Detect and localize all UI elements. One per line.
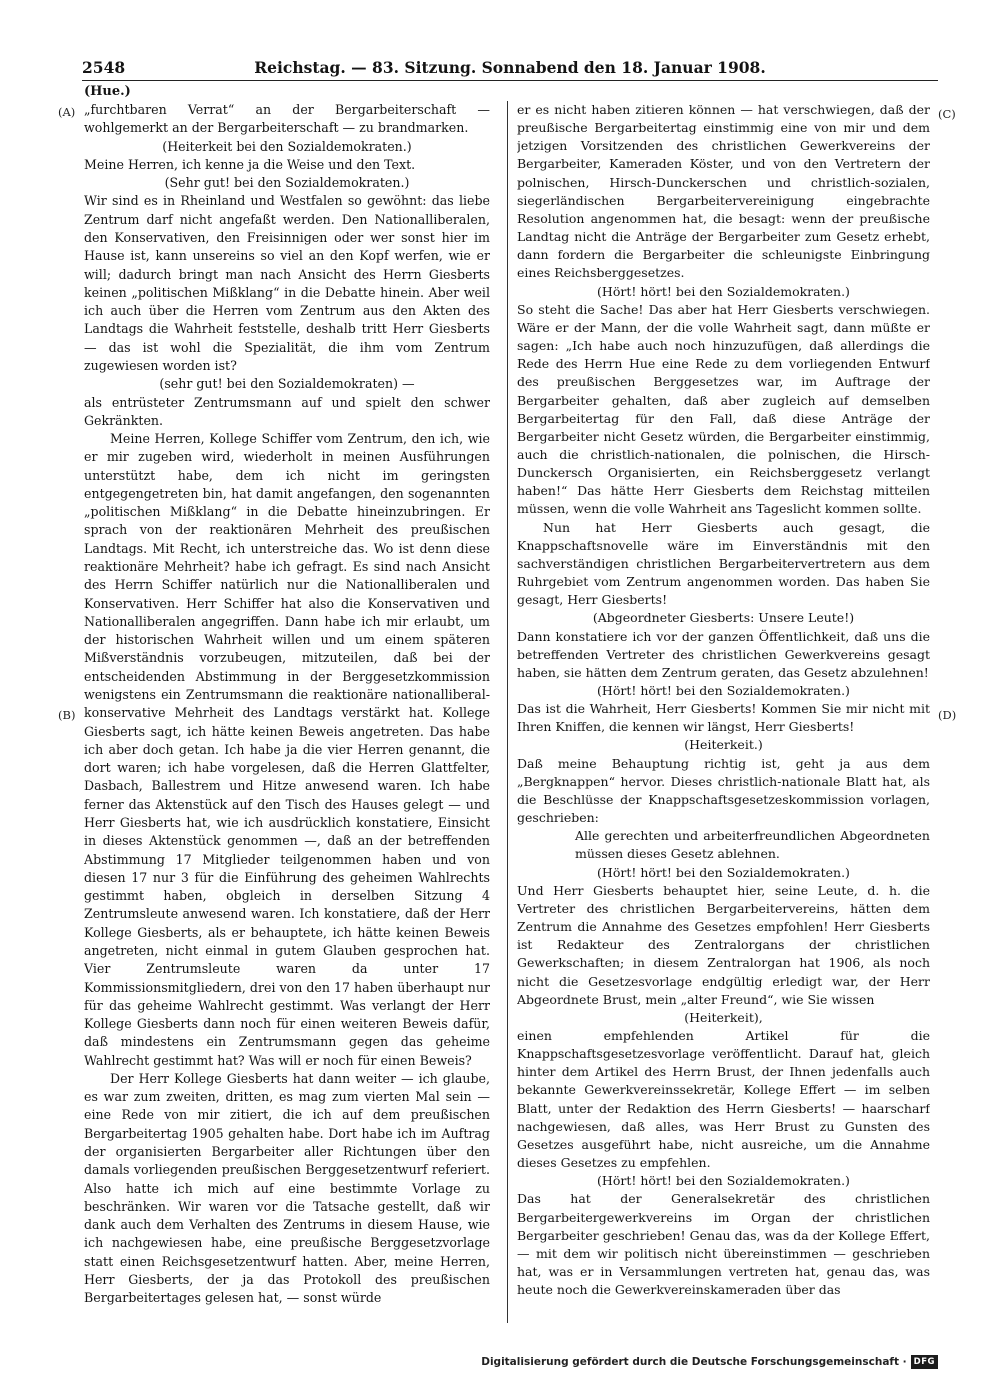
dfg-logo: DFG (911, 1355, 938, 1369)
digitization-credit (481, 1355, 938, 1369)
paragraph: So steht die Sache! Das aber hat Herr Giesberts verschwiegen. Wäre er der Mann, der die volle Wahrheit sagt, dann müßte er sagen: „Ich habe auch noch hinzuzufügen, daß allerdings die Rede des Herrn Hue eine Rede zu dem vorliegenden Entwurf des preußischen Berggesetzes war, im Auftrage der Bergarbeiter gehalten, daß aber zugleich auf demselben Bergarbeitertag für den Fall, daß diese Anträge der Bergarbeiter nicht Gesetz würden, die Bergarbeiter einstimmig, auch die christlich-nationalen, die polnischen, die Hirsch-Dunckersch Organisierten, ein Reichsberggesetz verlangt haben!“ Das hätte Herr Giesberts dem Reichstag mitteilen müssen, wenn die volle Wahrheit ans Tageslicht kommen sollte. (517, 301, 930, 517)
paragraph: „furchtbaren Verrat“ an der Bergarbeiterschaft — wohlgemerkt an der Bergarbeiterschaft — zu brandmarken. (84, 102, 490, 136)
paragraph: Meine Herren, ich kenne ja die Weise und den Text. (84, 156, 416, 172)
paragraph: Nun hat Herr Giesberts auch gesagt, die Knappschaftsnovelle wäre im Einverständnis mit den sachverständigen christlichen Bergarbeitervertretern aus dem Ruhrgebiet vom Zentrum angenommen worden. Das haben Sie gesagt, Herr Giesberts! (517, 519, 930, 608)
header-rule (82, 80, 938, 81)
interjection: (sehr gut! bei den Sozialdemokraten) — (159, 376, 415, 392)
credit-text: Digitalisierung gefördert durch die Deutsche Forschungsgemeinschaft · (481, 1356, 907, 1368)
paragraph: Das hat der Generalsekretär des christlichen Bergarbeitergewerkvereins im Organ der christlichen Bergarbeiter geschrieben! Genau das, was da der Kollege Effert, — mit dem wir politisch nicht übereinstimmen — geschrieben hat, was er in Versammlungen vertreten hat, genau das, was heute noch die Gewerkvereinskameraden über das (517, 1191, 930, 1298)
paragraph: Und Herr Giesberts behauptet hier, seine Leute, d. h. die Vertreter des christlichen Bergarbeitervereins, hätten dem Zentrum die Annahme des Gesetzes empfohlen! Herr Giesberts ist Redakteur des Zentralorgans der christlichen Gewerkschaften; in diesem Zentralorgan hat 1906, als noch nicht die Gesetzesvorlage endgültig erledigt war, der Herr Abgeordnete Brust, mein „alter Freund“, wie Sie wissen (517, 882, 930, 1007)
paragraph: Daß meine Behauptung richtig ist, geht ja aus dem „Bergknappen“ hervor. Dieses christlich-nationale Blatt hat, als die Beschlüsse der Knappschaftsgesetzeskommission vorlagen, geschrieben: (517, 755, 930, 826)
interjection: (Sehr gut! bei den Sozialdemokraten.) (164, 175, 410, 191)
page-number: 2548 (82, 58, 126, 77)
margin-marker-d: (D) (938, 708, 957, 722)
paragraph: als entrüsteter Zentrumsmann auf und spielt den schwer Gekränkten. (84, 394, 490, 428)
paragraph: Meine Herren, Kollege Schiffer vom Zentrum, den ich, wie er mir zugeben wird, wiederholt in meinen Ausführungen unterstützt habe, dem ich nicht im geringsten entgegengetreten bin, hat damit angefangen, den sogenannten „politischen Mißklang“ in die Debatte hineinzubringen. Er sprach von der reaktionären Mehrheit des preußischen Landtags. Mit Recht, ich unterstreiche das. Wo ist denn diese reaktionäre Mehrheit? habe ich gefragt. Es sind nach Ansicht des Herrn Schiffer natürlich nur die Nationalliberalen und Konservativen. Herr Schiffer hat also die Konservativen und Nationalliberalen angegriffen. Dann habe ich mir erlaubt, um der historischen Wahrheit willen und um einem späteren Mißverständnis vorzubeugen, mitzuteilen, daß bei der entscheidenden Abstimmung in der Berggesetzkommission wenigstens ein Zentrumsmann die reaktionäre nationalliberal-konservative Mehrheit des Landtags verstärkt hat. Kollege Giesberts sagt, ich hätte keinen Beweis angetreten. Das habe ich aber doch getan. Ich habe ja die vier Herren genannt, die dort waren; ich habe vorgelesen, daß die Herren Glattfelter, Dasbach, Ballestrem und Hitze anwesend waren. Ich habe ferner das Aktenstück auf den Tisch des Hauses gelegt — und Herr Giesberts hat, wie ich ausdrücklich konstatiere, Einsicht in dieses Aktenstück genommen —, daß an der betreffenden Abstimmung 17 Mitglieder teilgenommen haben und von diesen 17 nur 3 für die Einführung des geheimen Wahlrechts gestimmt haben, obgleich in derselben Sitzung 4 Zentrumsleute anwesend waren. Ich konstatiere, daß der Herr Kollege Giesberts, als er behauptete, ich hätte keinen Beweis angetreten, nicht einmal in gutem Glauben gesprochen hat. Vier Zentrumsleute waren da unter 17 Kommissionsmitgliedern, drei von den 17 haben überhaupt nur für das geheime Wahlrecht gestimmt. Was verlangt der Herr Kollege Giesberts dann noch für einen weiteren Beweis dafür, daß mindestens ein Zentrumsmann gegen das geheime Wahlrecht gestimmt hat? Was will er noch für einen Beweis? (84, 431, 490, 1068)
page-header (82, 56, 938, 80)
paragraph: Dann konstatiere ich vor der ganzen Öffentlichkeit, daß uns die betreffenden Vertreter des christlichen Gewerkvereins gesagt haben, sie hätten dem Zentrum geraten, das Gesetz abzulehnen! (517, 628, 930, 680)
interjection: (Hört! hört! bei den Sozialdemokraten.) (597, 864, 850, 880)
margin-marker-c: (C) (938, 107, 956, 121)
interjection: (Hört! hört! bei den Sozialdemokraten.) (597, 283, 850, 299)
column-divider (507, 101, 508, 1323)
quotation: Alle gerechten und arbeiterfreundlichen Abgeordneten müssen dieses Gesetz ablehnen. (575, 828, 930, 862)
margin-marker-a: (A) (58, 105, 76, 119)
margin-marker-b: (B) (58, 708, 76, 722)
paragraph: Wir sind es in Rheinland und Westfalen so gewöhnt: das liebe Zentrum darf nicht angefaßt werden. Den Nationalliberalen, den Konservativen, den Freisinnigen oder wer sonst hier im Hause ist, kann unsereins so viel an den Kopf werfen, wie er will; dadurch bringt man nach Ansicht des Herrn Giesberts keinen „politischen Mißklang“ in die Debatte hinein. Aber weil ich auch über die Herren vom Zentrum aus den Akten des Landtags die Wahrheit feststelle, deshalb tritt Herr Giesberts — das ist wohl die Spezialität, die ihm vom Zentrum zugewiesen worden ist? (84, 193, 490, 373)
paragraph: er es nicht haben zitieren können — hat verschwiegen, daß der preußische Bergarbeitertag einstimmig eine von mir und dem jetzigen Vorsitzenden des christlichen Gewerkvereins der Bergarbeiter, Kameraden Köster, und von den Vertretern der polnischen, Hirsch-Dunckerschen und christlich-sozialen, siegerländischen Bergarbeitervereinigung eingebrachte Resolution angenommen hat, die besagt: wenn der preußische Landtag nicht die Anträge der Bergarbeiter zum Gesetz erhebt, dann fordern die Bergarbeiter die schleunigste Einbringung eines Reichsberggesetzes. (517, 102, 930, 281)
paragraph: einen empfehlenden Artikel für die Knappschaftsgesetzesvorlage veröffentlicht. Darauf hat, gleich hinter dem Artikel des Herrn Brust, der Ihnen jedenfalls auch bekannte Gewerkvereinssekretär, Kollege Effert — im selben Blatt, unter der Redaktion des Herrn Giesberts! — haarscharf nachgewiesen, daß alles, was Herr Brust zu Gunsten des Gesetzes ausgeführt habe, nicht ausreiche, um die Annahme dieses Gesetzes zu empfehlen. (517, 1027, 930, 1171)
interjection: (Abgeordneter Giesberts: Unsere Leute!) (592, 610, 855, 626)
interjection: (Heiterkeit bei den Sozialdemokraten.) (162, 138, 412, 154)
speaker-label: (Hue.) (84, 84, 131, 99)
running-title: Reichstag. — 83. Sitzung. Sonnabend den 18. Januar 1908. (254, 58, 766, 77)
left-column (84, 101, 490, 1323)
interjection: (Heiterkeit.) (684, 737, 763, 753)
paragraph: Das ist die Wahrheit, Herr Giesberts! Kommen Sie mir nicht mit Ihren Kniffen, die kennen wir längst, Herr Giesberts! (517, 701, 930, 735)
paragraph: Der Herr Kollege Giesberts hat dann weiter — ich glaube, es war zum zweiten, dritten, es mag zum vierten Mal sein — eine Rede von mir zitiert, die ich auf dem preußischen Bergarbeitertag 1905 gehalten habe. Dort habe ich im Auftrag der organisierten Bergarbeiter aller Richtungen über den damals vorliegenden preußischen Berggesetzentwurf referiert. Also hatte ich mich auf eine bestimmte Vorlage zu beschränken. Wir waren vor die Tatsache gestellt, daß wir dank auch dem Verhalten des Zentrums in diesem Hause, wie ich nachgewiesen habe, eine preußische Berggesetzvorlage statt einen Reichsgesetzentwurf hatten. Aber, meine Herren, Herr Giesberts, der ja das Protokoll des preußischen Bergarbeitertages gelesen hat, — sonst würde (84, 1070, 490, 1306)
interjection: (Hört! hört! bei den Sozialdemokraten.) (597, 683, 850, 698)
right-column (517, 101, 930, 1323)
interjection: (Heiterkeit), (684, 1009, 763, 1025)
interjection: (Hört! hört! bei den Sozialdemokraten.) (597, 1173, 850, 1189)
